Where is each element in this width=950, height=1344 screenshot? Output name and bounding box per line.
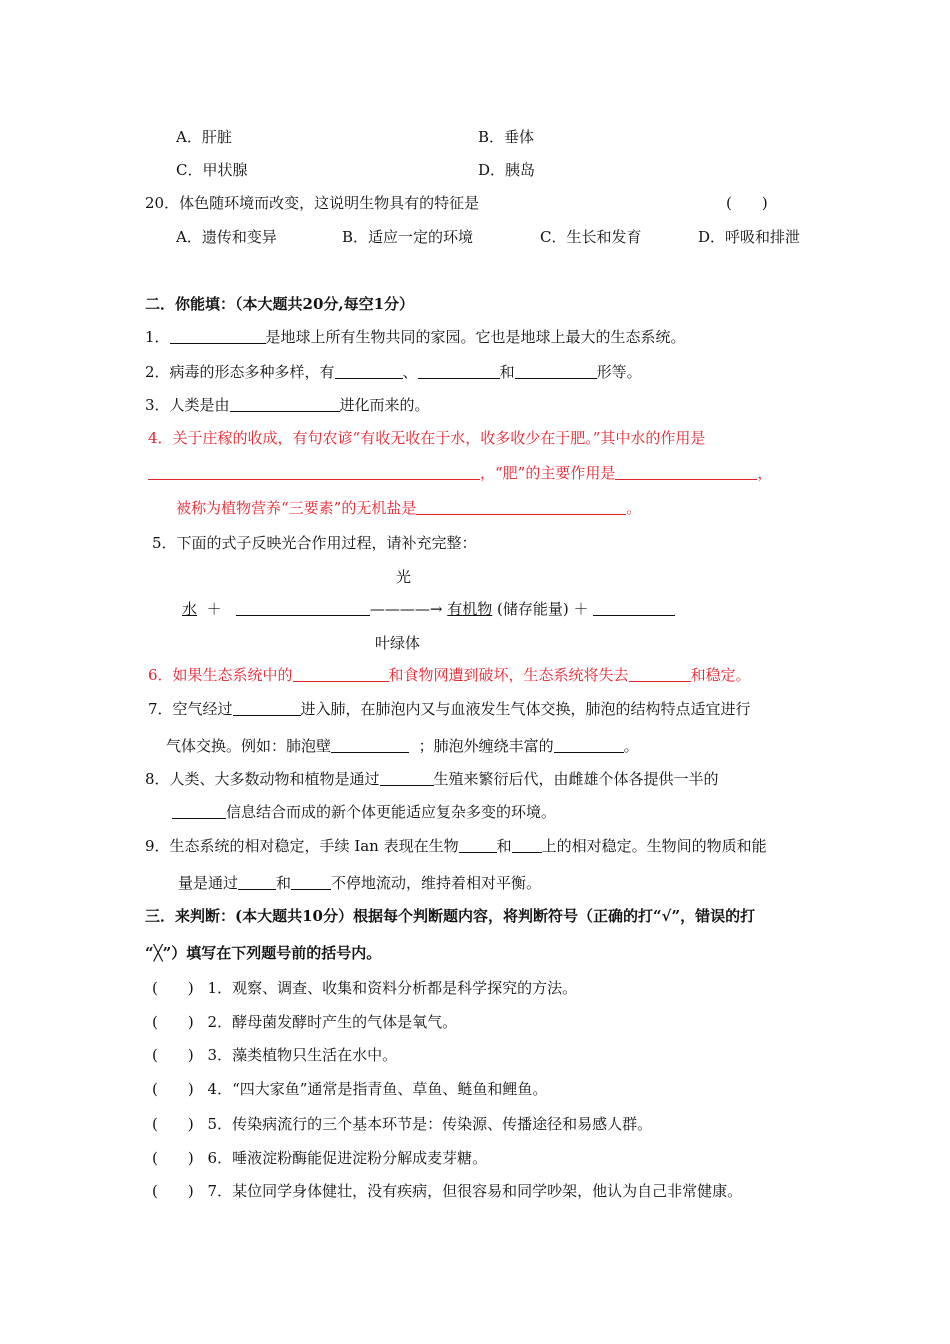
- s3-item-1: [152, 978, 577, 998]
- s2-q8-line2-suffix: 信息结合而成的新个体更能适应复杂多变的环境。: [226, 803, 557, 821]
- s2-q5-chlorophyll-label: 叶绿体: [375, 634, 421, 652]
- s2-q5-plus: ＋: [206, 600, 222, 618]
- q20-option-a: A．遗传和变异: [176, 228, 277, 246]
- section3-heading-line2: “╳”）填写在下列题号前的括号内。: [145, 944, 382, 962]
- s3-item-1-text: 1．观察、调查、收集和资料分析都是科学探究的方法。: [207, 979, 578, 997]
- s2-q4-line3-prefix: 被称为植物营养“三要素”的无机盐是: [176, 499, 417, 517]
- s2-q4-end: ，: [757, 464, 773, 482]
- s3-item-4: [152, 1079, 547, 1099]
- s3-item-5: [152, 1114, 652, 1134]
- s2-q5-organic: 有机物: [447, 600, 493, 618]
- s2-q1-blank[interactable]: [170, 328, 266, 344]
- s2-q2-suffix: 形等。: [596, 363, 642, 381]
- s3-item-1-bracket[interactable]: ( ): [152, 979, 194, 997]
- s2-q4-blank-1[interactable]: [148, 464, 480, 480]
- s2-q8-blank-1[interactable]: [380, 770, 434, 786]
- q20-option-b: B．适应一定的环境: [342, 228, 474, 246]
- s2-q1: [145, 327, 686, 347]
- q19-option-b: B．垂体: [478, 128, 535, 146]
- s2-q8-line1-suffix: 生殖来繁衍后代，由雌雄个体各提供一半的: [433, 770, 719, 788]
- s2-q8-line1-prefix: 8．人类、大多数动物和植物是通过: [145, 770, 380, 788]
- q19-option-c: C．甲状腺: [176, 161, 248, 179]
- s2-q9-line2: [178, 873, 541, 893]
- s2-q9-blank-4[interactable]: [291, 874, 331, 890]
- s2-q5-arrow: ————→: [369, 600, 443, 618]
- s3-item-2: [152, 1012, 457, 1032]
- s3-item-4-text: 4．“四大家鱼”通常是指青鱼、草鱼、鲢鱼和鲤鱼。: [207, 1080, 548, 1098]
- s3-item-6-bracket[interactable]: ( ): [152, 1149, 194, 1167]
- s2-q7-blank-2[interactable]: [331, 737, 409, 753]
- s2-q2: [145, 362, 642, 382]
- s2-q9-line2-mid: 和: [276, 874, 292, 892]
- s3-item-7: [152, 1181, 742, 1201]
- s2-q5-blank-1[interactable]: [236, 600, 370, 616]
- s2-q4-line3-suffix: 。: [626, 499, 642, 517]
- s2-q6-mid: 和食物网遭到破坏，生态系统将失去: [388, 666, 629, 684]
- s2-q8-line2: [172, 802, 556, 822]
- s3-item-5-bracket[interactable]: ( ): [152, 1115, 194, 1133]
- q19-option-a: A．肝脏: [176, 128, 232, 146]
- s2-q2-blank-2[interactable]: [418, 363, 500, 379]
- s2-q5-water: 水: [182, 600, 198, 618]
- s3-item-2-text: 2．酵母菌发酵时产生的气体是氧气。: [207, 1013, 458, 1031]
- s2-q9-line1-mid: 和: [496, 837, 512, 855]
- s2-q5-equation: [182, 599, 675, 619]
- s3-item-5-text: 5．传染病流行的三个基本环节是：传染源、传播途径和易感人群。: [207, 1115, 653, 1133]
- s2-q7-blank-3[interactable]: [554, 737, 624, 753]
- s3-item-6: [152, 1148, 487, 1168]
- s2-q2-sep1: 、: [402, 363, 418, 381]
- s2-q8-blank-2[interactable]: [172, 803, 226, 819]
- s2-q4-blank-2[interactable]: [615, 464, 757, 480]
- section3-heading-line1: 三．来判断：(本大题共10分）根据每个判断题内容，将判断符号（正确的打“√”，错误的打: [145, 907, 756, 925]
- s2-q3-suffix: 进化而来的。: [339, 396, 430, 414]
- s2-q6-prefix: 6．如果生态系统中的: [148, 666, 293, 684]
- s2-q2-sep2: 和: [499, 363, 515, 381]
- s2-q9-blank-3[interactable]: [238, 874, 276, 890]
- s2-q7-line1: [148, 699, 751, 719]
- s2-q7-blank-1[interactable]: [233, 700, 301, 716]
- s2-q3: [145, 395, 430, 415]
- s3-item-2-bracket[interactable]: ( ): [152, 1013, 194, 1031]
- s2-q9-line1: [145, 836, 767, 856]
- s2-q8-line1: [145, 769, 719, 789]
- s2-q3-prefix: 3．人类是由: [145, 396, 230, 414]
- s2-q6-blank-2[interactable]: [629, 666, 691, 682]
- s2-q4-line3: [176, 498, 641, 518]
- s2-q4-mid: ，“肥”的主要作用是: [480, 464, 616, 482]
- s2-q7-line2-mid: ；肺泡外缠绕丰富的: [418, 737, 554, 755]
- s2-q4-line1: 4．关于庄稼的收成，有句农谚“有收无收在于水，收多收少在于肥。”其中水的作用是: [148, 429, 706, 447]
- section2-heading: 二．你能填：（本大题共20分,每空1分）: [145, 295, 415, 313]
- s2-q1-number: 1．: [145, 328, 170, 346]
- s2-q2-blank-1[interactable]: [335, 363, 403, 379]
- s2-q7-line2-prefix: 气体交换。例如：肺泡壁: [166, 737, 332, 755]
- s2-q6-blank-1[interactable]: [293, 666, 389, 682]
- s2-q6-suffix: 和稳定。: [690, 666, 751, 684]
- q20-option-d: D．呼吸和排泄: [698, 228, 801, 246]
- s2-q7-line2: [166, 736, 639, 756]
- s2-q9-blank-2[interactable]: [512, 837, 542, 853]
- s2-q5-light-label: 光: [396, 568, 412, 586]
- s2-q9-line1-suffix: 上的相对稳定。生物间的物质和能: [541, 837, 767, 855]
- s2-q9-line1-prefix: 9．生态系统的相对稳定，手续 Ian 表现在生物: [145, 837, 459, 855]
- s3-item-4-bracket[interactable]: ( ): [152, 1080, 194, 1098]
- s3-item-7-text: 7．某位同学身体健壮，没有疾病，但很容易和同学吵架，他认为自己非常健康。: [207, 1182, 743, 1200]
- s2-q5-blank-2[interactable]: [593, 600, 675, 616]
- s2-q7-line1-prefix: 7．空气经过: [148, 700, 233, 718]
- s2-q9-blank-1[interactable]: [459, 837, 497, 853]
- q20-answer-bracket: ( ): [726, 194, 768, 212]
- s2-q7-line1-suffix: 进入肺，在肺泡内又与血液发生气体交换，肺泡的结构特点适宜进行: [300, 700, 751, 718]
- s2-q9-line2-prefix: 量是通过: [178, 874, 239, 892]
- s2-q9-line2-suffix: 不停地流动，维持着相对平衡。: [331, 874, 542, 892]
- s2-q1-text: 是地球上所有生物共同的家园。它也是地球上最大的生态系统。: [265, 328, 686, 346]
- s3-item-3: [152, 1045, 397, 1065]
- s3-item-3-text: 3．藻类植物只生活在水中。: [207, 1046, 398, 1064]
- q19-option-d: D．胰岛: [478, 161, 536, 179]
- s2-q7-line2-suffix: 。: [623, 737, 639, 755]
- s2-q4-blank-3[interactable]: [416, 499, 626, 515]
- s3-item-3-bracket[interactable]: ( ): [152, 1046, 194, 1064]
- s3-item-7-bracket[interactable]: ( ): [152, 1182, 194, 1200]
- s2-q2-blank-3[interactable]: [515, 363, 597, 379]
- s3-item-6-text: 6．唾液淀粉酶能促进淀粉分解成麦芽糖。: [207, 1149, 488, 1167]
- q20-stem: 20．体色随环境而改变，这说明生物具有的特征是: [145, 194, 480, 212]
- s2-q4-line2: [148, 463, 772, 483]
- s2-q6: [148, 665, 751, 685]
- q20-option-c: C．生长和发育: [540, 228, 642, 246]
- s2-q2-prefix: 2．病毒的形态多种多样，有: [145, 363, 335, 381]
- s2-q5-energy: (储存能量) ＋: [497, 600, 589, 618]
- s2-q5-stem: 5．下面的式子反映光合作用过程，请补充完整：: [152, 534, 477, 552]
- s2-q3-blank[interactable]: [230, 396, 340, 412]
